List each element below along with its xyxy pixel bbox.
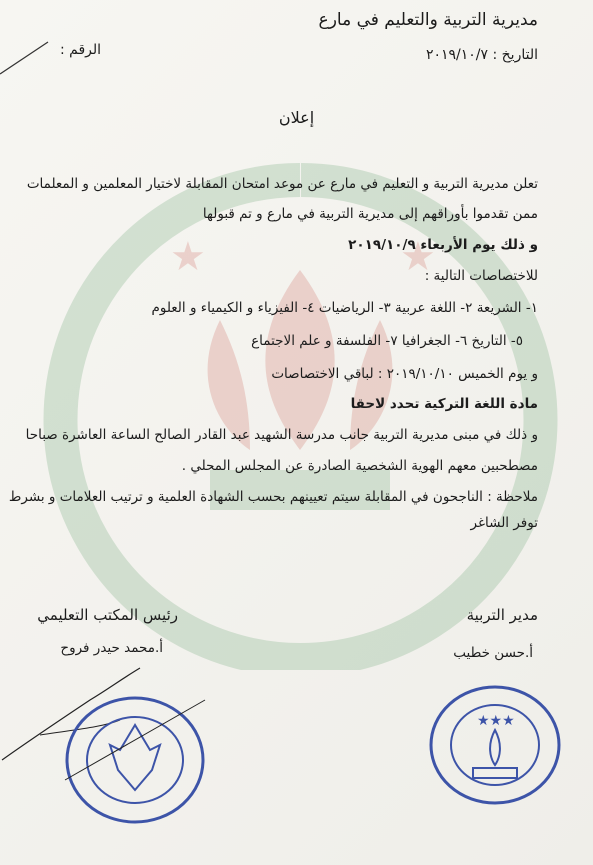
location-paragraph: و ذلك في مبنى مديرية التربية جانب مدرسة الشهيد عبد القادر الصالح الساعة العاشرة صباحا — [25, 427, 538, 443]
stamp-star: ★★★ — [477, 713, 515, 729]
watermark-flame — [265, 270, 334, 450]
directorate-header: مديرية التربية والتعليم في مارع — [318, 10, 538, 30]
exam-date-thursday: و يوم الخميس ٢٠١٩/١٠/١٠ : لباقي الاختصاصات — [271, 366, 538, 382]
turkish-note: مادة اللغة التركية تحدد لاحقا — [350, 396, 538, 412]
corner-stroke — [0, 38, 60, 78]
office-head-name: أ.محمد حيدر فروح — [60, 640, 163, 656]
stamp-eagle — [110, 725, 160, 790]
body-paragraph: ممن تقدموا بأوراقهم إلى مديرية التربية في مارع و تم قبولها — [202, 206, 538, 222]
note-paragraph: ملاحظة : الناجحون في المقابلة سيتم تعيينهم بحسب الشهادة العلمية و ترتيب العلامات و بشرط — [8, 489, 538, 505]
specialties-list-2: ٥- التاريخ ٦- الجغرافيا ٧- الفلسفة و علم الاجتماع — [251, 333, 523, 349]
watermark-star: ★ — [170, 234, 206, 280]
stamp-book — [473, 768, 517, 778]
directorate-stamp — [425, 680, 565, 810]
specialties-label: للاختصاصات التالية : — [424, 268, 538, 284]
id-requirement: مصطحبين معهم الهوية الشخصية الصادرة عن المجلس المحلي . — [181, 458, 538, 474]
director-title: مدير التربية — [466, 606, 538, 624]
specialties-list-1: ١- الشريعة ٢- اللغة عربية ٣- الرياضيات ٤- الفيزياء و الكيمياء و العلوم — [151, 300, 538, 316]
office-stamp — [60, 690, 210, 830]
announcement-title: إعلان — [278, 108, 315, 127]
reference-number-label: الرقم : — [60, 42, 102, 58]
note-paragraph-cont: توفر الشاغر — [470, 515, 538, 531]
director-name: أ.حسن خطيب — [453, 645, 533, 661]
watermark-star: ★ — [400, 234, 436, 280]
exam-date-wednesday: و ذلك يوم الأربعاء ٢٠١٩/١٠/٩ — [348, 237, 538, 253]
office-head-title: رئيس المكتب التعليمي — [37, 606, 178, 624]
signature-overlap-stroke — [65, 700, 205, 780]
stamp-flame — [490, 730, 500, 765]
document-date: التاريخ : ٢٠١٩/١٠/٧ — [425, 47, 538, 63]
body-paragraph: تعلن مديرية التربية و التعليم في مارع عن موعد امتحان المقابلة لاختيار المعلمين و المعلمات — [26, 176, 538, 192]
